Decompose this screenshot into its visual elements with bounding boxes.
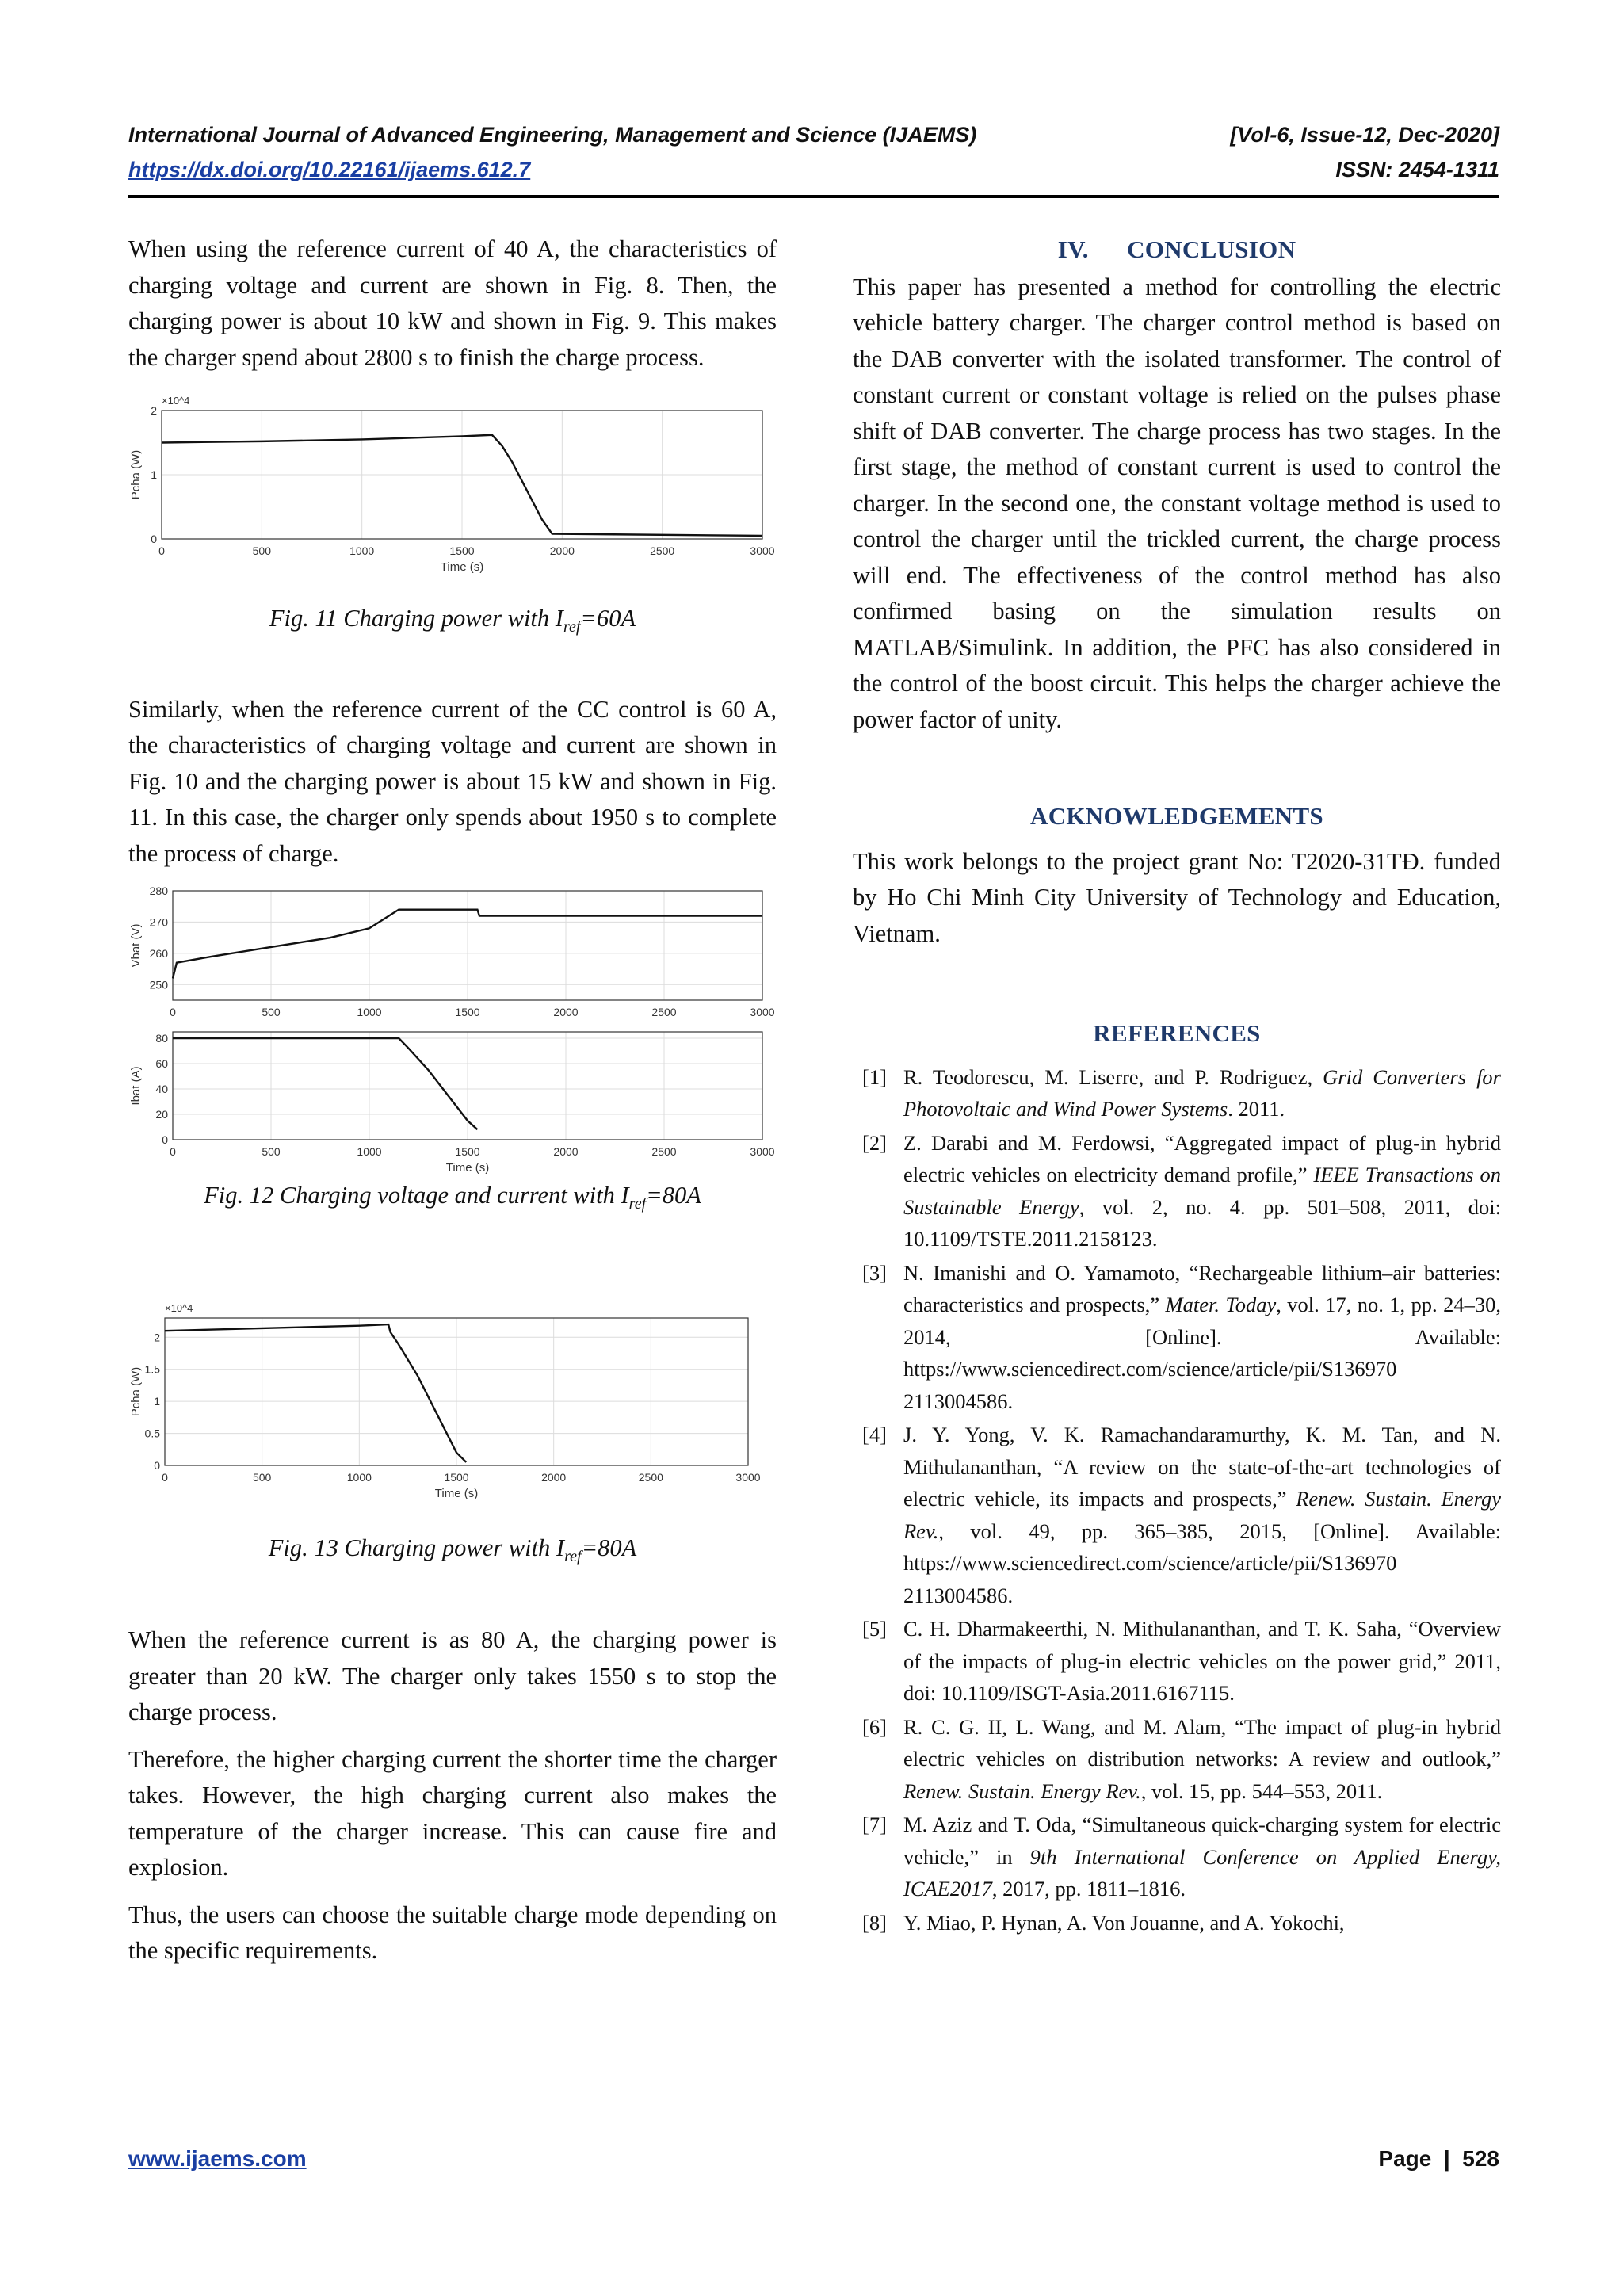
page-number: Page | 528 [1378,2146,1499,2171]
figure-12b [128,1022,777,1175]
x-tick-label: 1500 [449,544,475,557]
conclusion-text: This paper has presented a method for controlling the electric vehicle battery charger. The charger control method is based on the DAB converter with the isolated transformer. The control of constant current or constant voltage is relied on the pulses phase shift of DAB converter. The charge process has two stages. In the first stage, the method of constant current is used to control the charger. In the second one, the constant voltage method is used to control the charger until the trickled current, the charge process will end. The effectiveness of the control method has also confirmed basing on the simulation results on MATLAB/Simulink. In addition, the PFC has also considered in the control of the boost circuit. This helps the charger achieve the power factor of unity. [853,273,1501,733]
acknowledgements-text: This work belongs to the project grant No: T2020-31TĐ. funded by Ho Chi Minh City University of Technology and Education, Vietnam. [853,847,1501,947]
fig11-caption: Fig. 11 Charging power with $I_{ref}=60A$ [269,605,636,636]
figure-12a [128,881,777,1022]
reference-item [853,1907,1501,1939]
x-tick-label: 2000 [541,1470,567,1484]
reference-number: [8] [862,1910,887,1935]
doi-link[interactable]: https://dx.doi.org/10.22161/ijaems.612.7 [128,158,531,181]
y-tick-label: 270 [149,915,168,929]
reference-item [853,1711,1501,1808]
fig12-caption: Fig. 12 Charging voltage and current with $I_{ref}=80A$ [204,1182,701,1213]
y-tick-label: 2 [151,404,157,417]
x-tick-label: 0 [170,1006,176,1019]
y-axis-label: Vbat (V) [129,923,143,968]
y-axis-multiplier: ×10^4 [165,1301,193,1314]
x-tick-label: 0 [162,1470,168,1484]
x-tick-label: 3000 [750,544,775,557]
series-line [173,1038,477,1129]
x-tick-label: 3000 [735,1470,761,1484]
reference-item [853,1127,1501,1255]
x-tick-label: 500 [252,1470,272,1484]
reference-item [853,1257,1501,1418]
x-tick-label: 2000 [549,544,575,557]
x-tick-label: 2500 [650,544,675,557]
x-axis-label: Time (s) [445,1161,490,1175]
fig11-chart [128,388,777,574]
x-tick-label: 1000 [357,1006,382,1019]
x-axis-label: Time (s) [434,1486,479,1500]
y-axis-multiplier: ×10^4 [162,395,190,407]
x-tick-label: 0 [158,544,165,557]
y-tick-label: 280 [149,884,168,898]
y-axis-label: Pcha (W) [129,1366,143,1416]
y-tick-label: 1 [151,468,157,481]
reference-text: N. Imanishi and O. Yamamoto, “Rechargeable lithium–air batteries: characteristics and prospects,” Mater. Today, vol. 17, no. 1, pp. 24–30, 2014, [Online]. Available: https://www.sciencedirect.com/science/article/pii/S136970 2113004586. [903,1260,1501,1413]
y-tick-label: 2 [154,1330,160,1343]
conclusion-heading: IV. CONCLUSION [1057,235,1296,263]
paragraph-60a: Similarly, when the reference current of the CC control is 60 A, the characteristics of charging voltage and current are shown in Fig. 10 and the charging power is about 15 kW and shown in Fig. 11. In this case, the charger only spends about 1950 s to complete the process of charge. [128,695,777,867]
x-tick-label: 500 [262,1145,281,1159]
right-column [853,231,1501,1940]
reference-item [853,1613,1501,1710]
series-line [165,1324,466,1462]
reference-number: [7] [862,1813,887,1836]
x-tick-label: 3000 [750,1006,775,1019]
figure-11 [128,388,777,574]
x-tick-label: 2500 [638,1470,663,1484]
paragraph-80a: When the reference current is as 80 A, the charging power is greater than 20 kW. The charger only takes 1550 s to stop the charge process. [128,1626,777,1726]
reference-text: Z. Darabi and M. Ferdowsi, “Aggregated impact of plug-in hybrid electric vehicles on electricity demand profile,” IEEE Transactions on Sustainable Energy, vol. 2, no. 4. pp. 501–508, 2011, doi: 10.1109/TSTE.2011.2158123. [903,1130,1502,1251]
fig13-chart [128,1286,777,1500]
issue-info: [Vol-6, Issue-12, Dec-2020] [1230,123,1499,147]
references-heading: REFERENCES [1093,1019,1261,1047]
y-tick-label: 0.5 [144,1427,160,1440]
reference-list [853,1061,1501,1939]
y-tick-label: 260 [149,946,168,960]
x-tick-label: 2500 [651,1145,677,1159]
reference-text: Y. Miao, P. Hynan, A. Von Jouanne, and A. Yokochi, [903,1910,1345,1935]
reference-number: [4] [862,1423,887,1446]
x-tick-label: 2500 [651,1006,677,1019]
fig13-caption: Fig. 13 Charging power with $I_{ref}=80A$ [268,1534,637,1565]
reference-number: [1] [862,1064,887,1089]
reference-item [853,1061,1501,1125]
reference-text: M. Aziz and T. Oda, “Simultaneous quick-charging system for electric vehicle,” in 9th International Conference on Applied Energy, ICAE2017, 2017, pp. 1811–1816. [903,1813,1501,1901]
reference-item [853,1419,1501,1611]
x-tick-label: 1500 [455,1006,480,1019]
figure-13 [128,1286,777,1500]
y-tick-label: 250 [149,978,168,991]
paragraph-users-choose: Thus, the users can choose the suitable charge mode depending on the specific requirements. [128,1901,777,1965]
reference-number: [3] [862,1260,887,1285]
x-tick-label: 1000 [349,544,375,557]
x-axis-label: Time (s) [440,560,484,574]
y-tick-label: 20 [155,1108,168,1121]
journal-name: International Journal of Advanced Engineering, Management and Science (IJAEMS) [128,123,977,147]
x-tick-label: 1000 [346,1470,372,1484]
x-tick-label: 500 [262,1006,281,1019]
y-tick-label: 0 [162,1133,168,1147]
reference-number: [2] [862,1130,887,1155]
left-column [128,231,777,1969]
y-tick-label: 80 [155,1032,168,1045]
x-tick-label: 1500 [455,1145,480,1159]
reference-text: J. Y. Yong, V. K. Ramachandaramurthy, K. M. Tan, and N. Mithulananthan, “A review on the state-of-the-art technologies of electric vehicle, its impacts and prospects,” Renew. Sustain. Energy Rev., vol. 49, pp. 365–385, 2015, [Online]. Available: https://www.sciencedirect.com/science/article/pii/S136970 2113004586. [903,1423,1502,1607]
issn: ISSN: 2454-1311 [1335,158,1499,181]
website-link[interactable]: www.ijaems.com [128,2146,307,2171]
y-tick-label: 1 [154,1394,160,1408]
page-footer [128,2146,1499,2172]
x-tick-label: 3000 [750,1145,775,1159]
y-tick-label: 1.5 [144,1362,160,1376]
reference-text: C. H. Dharmakeerthi, N. Mithulananthan, and T. K. Saha, “Overview of the impacts of plug-in electric vehicles on the power grid,” 2011, doi: 10.1109/ISGT-Asia.2011.6167115. [903,1617,1501,1705]
reference-text: R. C. G. II, L. Wang, and M. Alam, “The impact of plug-in hybrid electric vehicles on distribution networks: A review and outlook,” Renew. Sustain. Energy Rev., vol. 15, pp. 544–553, 2011. [903,1714,1501,1803]
fig12b-chart [128,1022,777,1175]
reference-text: R. Teodorescu, M. Liserre, and P. Rodriguez, Grid Converters for Photovoltaic and Wind Power Systems. 2011. [903,1064,1501,1121]
y-tick-label: 40 [155,1083,168,1096]
paragraph-higher-current: Therefore, the higher charging current the shorter time the charger takes. However, the high charging current also makes the temperature of the charger increase. This can cause fire and explosion. [128,1745,777,1881]
running-header [128,117,1499,187]
header-rule [128,195,1499,198]
x-tick-label: 1500 [444,1470,469,1484]
x-tick-label: 500 [252,544,272,557]
y-tick-label: 0 [154,1458,160,1472]
fig12a-chart [128,881,777,1022]
x-tick-label: 1000 [357,1145,382,1159]
paragraph-40a: When using the reference current of 40 A, the characteristics of charging voltage and current are shown in Fig. 8. Then, the charging power is about 10 kW and shown in Fig. 9. This makes the charger spend about 2800 s to finish the charge process. [128,235,777,371]
y-axis-label: Pcha (W) [129,449,143,500]
reference-number: [5] [862,1617,887,1641]
y-tick-label: 60 [155,1057,168,1071]
reference-number: [6] [862,1714,887,1739]
x-tick-label: 0 [170,1145,176,1159]
y-axis-label: Ibat (A) [129,1066,143,1106]
x-tick-label: 2000 [553,1006,579,1019]
acknowledgements-heading: ACKNOWLEDGEMENTS [1030,802,1323,830]
x-tick-label: 2000 [553,1145,579,1159]
reference-item [853,1809,1501,1905]
y-tick-label: 0 [151,533,157,545]
